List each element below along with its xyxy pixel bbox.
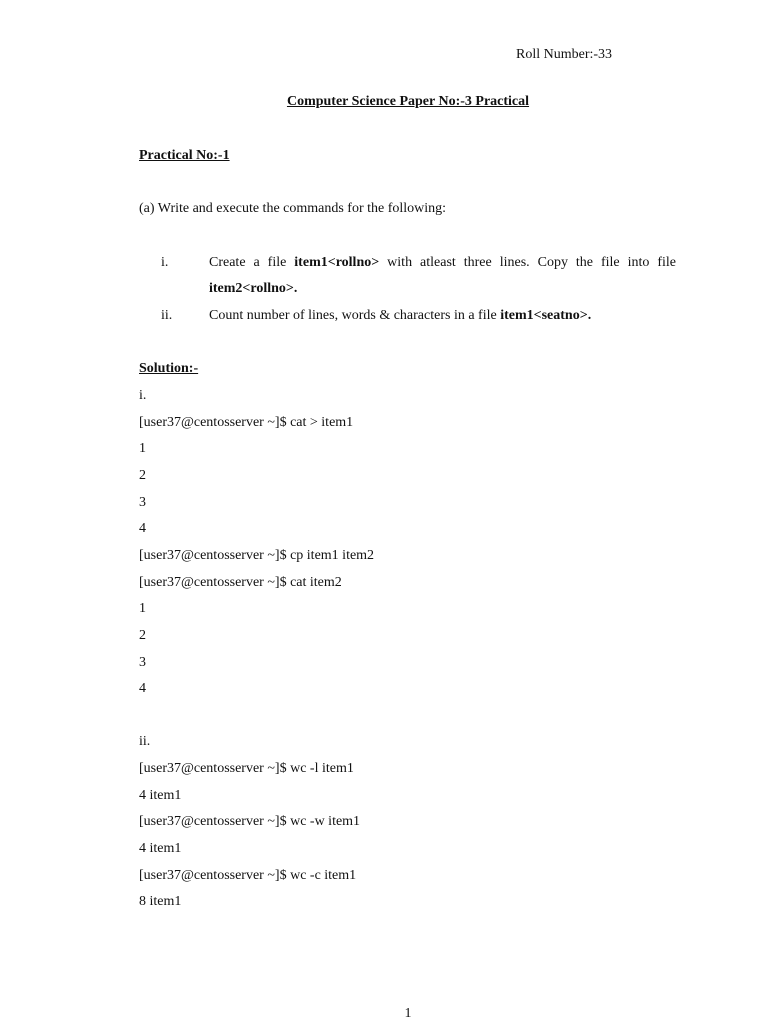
solution-line: 2 bbox=[139, 468, 146, 483]
solution-line: [user37@centosserver ~]$ cat item2 bbox=[139, 575, 342, 590]
solution-line: 2 bbox=[139, 628, 146, 643]
list-item-text-prefix: Count number of lines, words & characters in a file bbox=[209, 308, 501, 323]
solution-line: 1 bbox=[139, 441, 146, 456]
list-item-text bbox=[209, 303, 676, 329]
list-item-filename: item1<rollno> bbox=[294, 255, 380, 270]
solution-line: [user37@centosserver ~]$ wc -w item1 bbox=[139, 814, 361, 829]
practical-number-heading: Practical No:-1 bbox=[139, 148, 230, 163]
list-item-text-prefix: Create a file bbox=[209, 255, 295, 270]
solution-line: 1 bbox=[139, 601, 146, 616]
solution-line: 4 bbox=[139, 521, 146, 536]
list-item-text-middle: with atleast three lines. Copy the file into file bbox=[379, 255, 676, 270]
solution-line: i. bbox=[139, 388, 147, 403]
solution-line: 4 bbox=[139, 681, 146, 696]
list-item-filename: item2<rollno>. bbox=[209, 281, 298, 296]
page-title: Computer Science Paper No:-3 Practical bbox=[286, 94, 530, 109]
list-item-filename: item1<seatno>. bbox=[500, 308, 592, 323]
list-item-number: ii. bbox=[161, 308, 173, 323]
solution-line: 8 item1 bbox=[139, 894, 182, 909]
solution-line: 3 bbox=[139, 655, 146, 670]
solution-line: [user37@centosserver ~]$ wc -l item1 bbox=[139, 761, 354, 776]
list-item-number: i. bbox=[161, 255, 169, 270]
list-item-text bbox=[209, 250, 676, 302]
solution-line: 3 bbox=[139, 495, 146, 510]
solution-line: 4 item1 bbox=[139, 841, 182, 856]
solution-line: ii. bbox=[139, 734, 151, 749]
solution-line: [user37@centosserver ~]$ cat > item1 bbox=[139, 415, 354, 430]
page-number: 1 bbox=[404, 1006, 412, 1021]
question-text: (a) Write and execute the commands for the following: bbox=[139, 201, 447, 216]
solution-line: [user37@centosserver ~]$ cp item1 item2 bbox=[139, 548, 375, 563]
solution-heading: Solution:- bbox=[139, 361, 199, 376]
solution-line: 4 item1 bbox=[139, 788, 182, 803]
solution-line: [user37@centosserver ~]$ wc -c item1 bbox=[139, 868, 357, 883]
roll-number: Roll Number:-33 bbox=[516, 47, 613, 62]
